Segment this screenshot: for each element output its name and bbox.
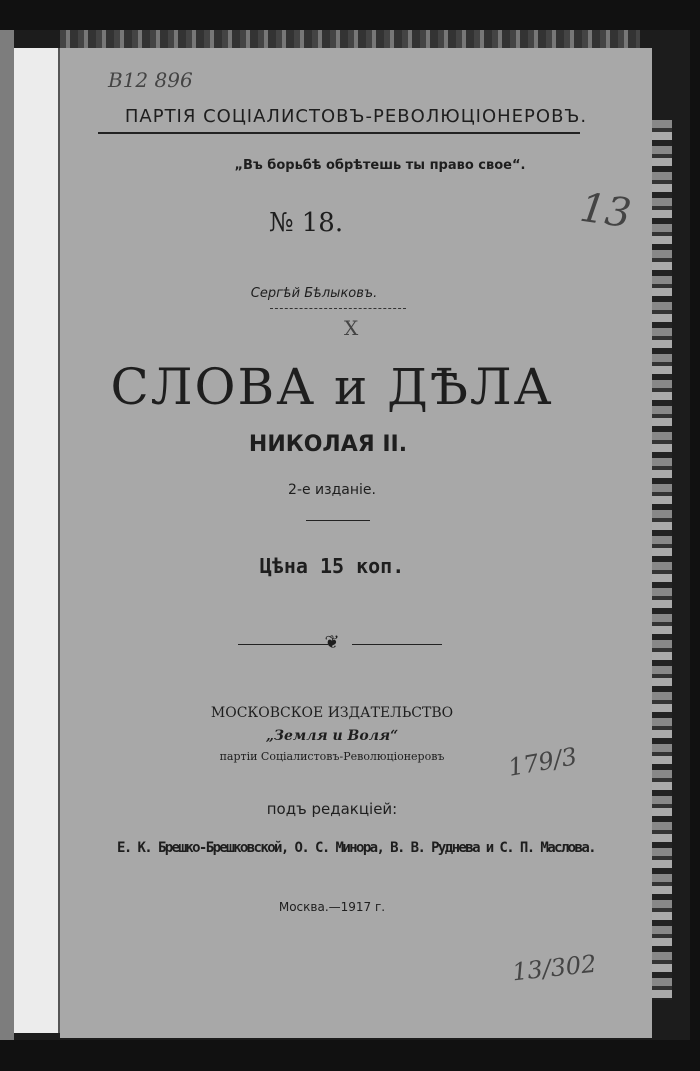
author-underline	[270, 308, 406, 309]
book-spine	[0, 30, 14, 1040]
publisher: МОСКОВСКОЕ ИЗДАТЕЛЬСТВО	[210, 705, 454, 721]
imprint: Москва.—1917 г.	[278, 900, 386, 914]
archive-mark-right: 13	[577, 184, 634, 238]
edition-rule	[306, 520, 370, 521]
archive-mark-bottom: 13/302	[510, 949, 598, 987]
x-mark: X	[344, 316, 359, 340]
editors: Е. К. Брешко-Брешковской, О. С. Минора, В. В. Руднева и С. П. Маслова.	[116, 840, 595, 856]
price: Цѣна 15 коп.	[259, 554, 405, 578]
publisher-party: партіи Соціалистовъ-Революціонеровъ	[219, 750, 445, 763]
cover-page	[60, 48, 652, 1038]
binding-strip	[14, 48, 60, 1033]
header-rule	[98, 132, 580, 134]
editors-label: подъ редакціей:	[266, 800, 398, 818]
motto: „Въ борьбѣ обрѣтешь ты право свое“.	[234, 158, 526, 173]
ornament-icon: ❦	[324, 632, 340, 653]
edition: 2-е изданіе.	[288, 482, 376, 498]
party-header: ПАРТІЯ СОЦІАЛИСТОВЪ-РЕВОЛЮЦІОНЕРОВЪ.	[124, 106, 588, 127]
ornament-line-right	[352, 644, 442, 645]
title-main: СЛОВА и ДѢЛА	[110, 358, 554, 416]
issue-number: № 18.	[268, 208, 344, 238]
author: Сергѣй Бѣлыковъ.	[250, 286, 378, 301]
archive-mark-top: В12 896	[108, 68, 193, 92]
page-edges	[650, 120, 672, 1000]
archive-mark-mid: 179/3	[506, 742, 580, 782]
title-sub: НИКОЛАЯ II.	[248, 432, 408, 457]
torn-top-edge	[60, 30, 640, 48]
publisher-name: „Земля и Воля“	[265, 728, 399, 744]
